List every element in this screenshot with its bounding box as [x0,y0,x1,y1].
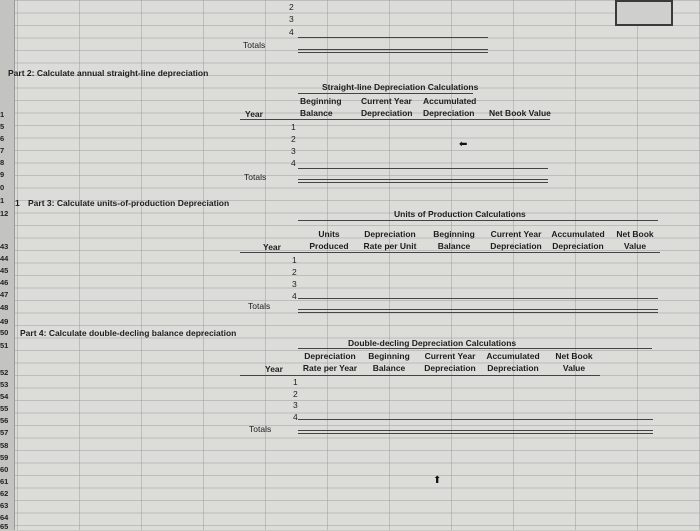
part3-title-rule [298,220,658,221]
part2-col-nbv: Net Book Value [489,108,551,118]
part2-col-accum: Depreciation [423,108,475,118]
row-number[interactable]: 65 [0,522,9,531]
year-cell[interactable]: 4 [289,27,294,37]
mouse-pointer-icon: ⬅ [459,139,468,150]
part2-sum-rule [298,168,548,169]
year-cell[interactable]: 2 [293,389,298,399]
part3-totals-rule [298,309,658,313]
year-cell[interactable]: 3 [291,146,296,156]
top-totals-rule [298,49,488,53]
row-number[interactable]: 48 [0,303,9,312]
part2-totals-label: Totals [244,172,267,182]
part4-col-rate: Rate per Year [302,363,358,373]
part2-heading: Part 2: Calculate annual straight-line depreciation [8,68,209,78]
part4-header-rule [240,375,600,376]
row-number[interactable]: 1 [0,110,5,119]
part3-col-rate: Depreciation [364,229,416,239]
row-number[interactable]: 63 [0,501,9,510]
row-number[interactable]: 6 [0,134,5,143]
part4-col-current: Depreciation [424,363,476,373]
part3-col-beginning: Balance [437,241,471,251]
year-cell[interactable]: 2 [292,267,297,277]
part3-col-units: Units [318,229,340,239]
part2-table-title: Straight-line Depreciation Calculations [322,82,479,92]
part4-table-title: Double-decling Depreciation Calculations [348,338,517,348]
totals-label: Totals [243,40,266,50]
part2-col-current: Depreciation [361,108,413,118]
row-number[interactable]: 45 [0,266,9,275]
part3-col-beginning: Beginning [433,229,475,239]
part4-col-beginning: Balance [372,363,406,373]
row-number[interactable]: 50 [0,328,9,337]
part2-col-accum: Accumulated [423,96,477,106]
row-number[interactable]: 47 [0,290,9,299]
row-number[interactable]: 5 [0,122,5,131]
year-cell[interactable]: 1 [291,122,296,132]
part3-heading: Part 3: Calculate units-of-production Depreciation [28,198,230,208]
part2-col-current: Current Year [361,96,412,106]
part3-col-current: Depreciation [490,241,542,251]
row-number[interactable]: 0 [0,183,5,192]
part2-col-beginning: Balance [300,108,333,118]
row-number[interactable]: 46 [0,278,9,287]
part4-col-beginning: Beginning [368,351,410,361]
part3-col-rate: Rate per Unit [363,241,417,251]
part3-sum-rule [298,298,658,299]
part3-col-accum: Accumulated [551,229,605,239]
part2-col-beginning: Beginning [300,96,342,106]
mouse-pointer-icon: ⬆ [433,475,442,486]
part3-totals-label: Totals [248,301,271,311]
row-number[interactable]: 43 [0,242,9,251]
top-rule [298,37,488,38]
row-number[interactable]: 62 [0,489,9,498]
part4-col-current: Current Year [424,351,476,361]
year-cell[interactable]: 4 [293,412,298,422]
year-cell[interactable]: 2 [291,134,296,144]
row-number[interactable]: 1 [0,196,5,205]
part4-col-nbv: Net Book [555,351,593,361]
row-number[interactable]: 7 [0,146,5,155]
year-cell[interactable]: 4 [291,158,296,168]
part2-year-label: Year [245,109,263,119]
part3-col-nbv: Value [623,241,647,251]
row-number[interactable]: 49 [0,317,9,326]
part4-col-nbv: Value [562,363,586,373]
row-number[interactable]: 51 [0,341,9,350]
part2-title-rule [298,93,473,94]
row-number[interactable]: 55 [0,404,9,413]
row-number[interactable]: 60 [0,465,9,474]
row-number[interactable]: 59 [0,453,9,462]
year-cell[interactable]: 3 [289,14,294,24]
row-number[interactable]: 12 [0,209,9,218]
part4-year-label: Year [265,364,283,374]
part3-col-accum: Depreciation [552,241,604,251]
selected-cell[interactable] [615,0,673,26]
year-cell[interactable]: 2 [289,2,294,12]
part3-header-rule [240,252,660,253]
part4-totals-rule [298,430,653,434]
part3-table-title: Units of Production Calculations [394,209,526,219]
part2-totals-rule [298,179,548,183]
row-number[interactable]: 54 [0,392,9,401]
row-number[interactable]: 57 [0,428,9,437]
part3-col-current: Current Year [490,229,542,239]
year-cell[interactable]: 3 [292,279,297,289]
year-cell[interactable]: 4 [292,291,297,301]
part4-sum-rule [298,419,653,420]
part4-heading: Part 4: Calculate double-decling balance depreciation [20,328,237,338]
row-header-column[interactable] [0,0,15,530]
part3-year-label: Year [263,242,281,252]
part3-col-units: Produced [309,241,349,251]
part3-row-number: 1 [15,198,20,208]
year-cell[interactable]: 3 [293,400,298,410]
row-number[interactable]: 61 [0,477,9,486]
row-number[interactable]: 56 [0,416,9,425]
year-cell[interactable]: 1 [293,377,298,387]
part4-col-rate: Depreciation [304,351,356,361]
row-number[interactable]: 58 [0,441,9,450]
row-number[interactable]: 8 [0,158,5,167]
row-number[interactable]: 52 [0,368,9,377]
row-number[interactable]: 9 [0,170,5,179]
part4-col-accum: Accumulated [486,351,540,361]
part3-col-nbv: Net Book [616,229,654,239]
row-number[interactable]: 53 [0,380,9,389]
part2-header-rule [240,119,550,120]
part4-totals-label: Totals [249,424,272,434]
row-number[interactable]: 44 [0,254,9,263]
part4-col-accum: Depreciation [487,363,539,373]
part4-title-rule [298,348,652,349]
year-cell[interactable]: 1 [292,255,297,265]
row-number[interactable]: 64 [0,513,9,522]
